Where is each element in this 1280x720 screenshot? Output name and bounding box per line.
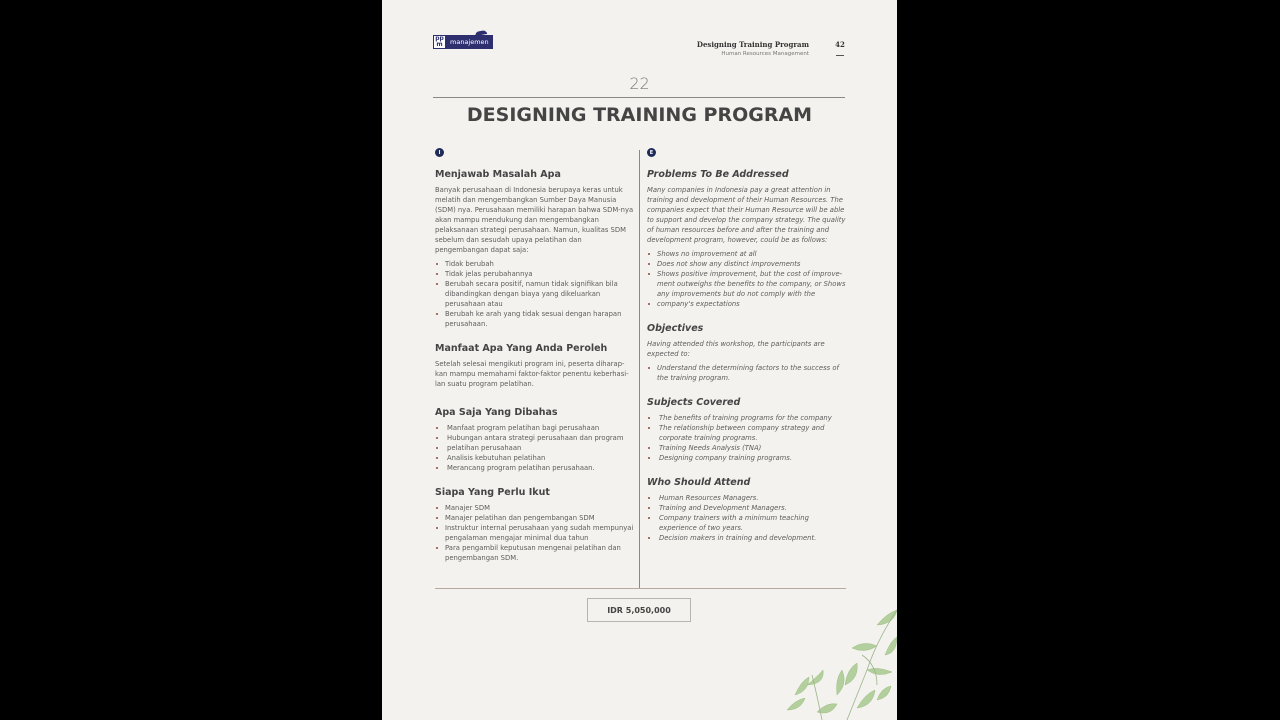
title-divider [433, 97, 845, 98]
section-heading: Objectives [647, 323, 704, 334]
list-item: Berubah secara positif, namun tidak signifikan bila dibandingkan dengan biaya yang dikeluarkan perusahaan atau [435, 279, 635, 309]
section-siapa-ikut [435, 487, 635, 563]
section-manfaat [435, 343, 635, 407]
list-item: Shows positive improvement, but the cost of improve-ment outweighs the benefits to the company, or Shows any improvements but do not comply with the [647, 269, 847, 299]
list-item: Training and Development Managers. [647, 503, 847, 513]
running-header [697, 40, 809, 57]
section-menjawab-masalah [435, 169, 635, 329]
header-doc-title: Designing Training Program [696, 40, 809, 49]
section-paragraph: Many companies in Indonesia pay a great attention in training and development of their Human Resources. The companies expect that their Human Resource will be able to support and develop the company strategy. The quality of human resources before and after the training and development program, however, could be as follows: [647, 186, 846, 244]
list-item: Understand the determining factors to the success of the training program. [647, 363, 847, 383]
section-heading: Manfaat Apa Yang Anda Peroleh [435, 343, 608, 354]
language-badge-indonesian: I [435, 148, 444, 157]
list-item: Berubah ke arah yang tidak sesuai dengan harapan perusahaan. [435, 309, 635, 329]
price-box: IDR 5,050,000 [587, 598, 691, 622]
list-item: Manajer pelatihan dan pengembangan SDM [435, 513, 635, 523]
list-item: Manajer SDM [435, 503, 635, 513]
document-page [382, 0, 897, 720]
list-item: Para pengambil keputusan mengenai pelatihan dan pengembangan SDM. [435, 543, 635, 563]
list-item: Tidak jelas perubahannya [435, 269, 635, 279]
section-heading: Siapa Yang Perlu Ikut [435, 487, 550, 498]
list-item: Merancang program pelatihan perusahaan. [435, 463, 635, 473]
indonesian-column [435, 148, 635, 577]
list-item: company's expectations [647, 299, 847, 309]
page-number-underline [836, 55, 844, 56]
section-heading: Menjawab Masalah Apa [435, 169, 561, 180]
english-column [647, 148, 847, 557]
ppm-logo [433, 35, 493, 49]
page-title: DESIGNING TRAINING PROGRAM [466, 104, 813, 126]
list-item: Tidak berubah [435, 259, 635, 269]
page-number: 42 [835, 40, 845, 49]
list-item: Decision makers in training and development. [647, 533, 847, 543]
list-item: Human Resources Managers. [647, 493, 847, 503]
section-paragraph: Setelah selesai mengikuti program ini, peserta diharap-kan mampu memahami faktor-faktor penentu keberhasi-lan suatu program pelatihan. [435, 360, 629, 388]
logo-pm-mark: pp m [433, 35, 446, 49]
list-item: Does not show any distinct improvements [647, 259, 847, 269]
list-item: Company trainers with a minimum teaching experience of two years. [647, 513, 847, 533]
list-item: Manfaat program pelatihan bagi perusahaan [435, 423, 635, 433]
section-objectives [647, 323, 847, 383]
section-paragraph: Having attended this workshop, the participants are expected to: [647, 340, 825, 358]
bottom-divider [435, 588, 846, 589]
program-number: 22 [629, 74, 650, 93]
section-paragraph: Banyak perusahaan di Indonesia berupaya keras untuk melatih dan mengembangkan Sumber Daya Manusia (SDM) nya. Perusahaan memiliki harapan bahwa SDM-nya akan mampu mendukung dan mengembangkan pelaksanaan strategi perusahaan. Namun, kualitas SDM sebelum dan sesudah upaya pelatihan dan pengembangan dapat saja: [435, 186, 634, 254]
list-item: The benefits of training programs for the company [647, 413, 847, 423]
language-badge-english: E [647, 148, 656, 157]
section-problems [647, 169, 847, 309]
list-item: Training Needs Analysis (TNA) [647, 443, 847, 453]
list-item: Hubungan antara strategi perusahaan dan program [435, 433, 635, 443]
list-item: Shows no improvement at all [647, 249, 847, 259]
section-subjects [647, 397, 847, 463]
list-item: The relationship between company strategy and corporate training programs. [647, 423, 847, 443]
logo-text: manajemen [446, 35, 493, 49]
list-item: pelatihan perusahaan [435, 443, 635, 453]
list-item: Analisis kebutuhan pelatihan [435, 453, 635, 463]
section-who-attend [647, 477, 847, 543]
column-divider [639, 150, 640, 588]
section-heading: Who Should Attend [647, 477, 751, 488]
section-heading: Problems To Be Addressed [647, 169, 789, 180]
list-item: Designing company training programs. [647, 453, 847, 463]
section-apa-dibahas [435, 407, 635, 473]
section-heading: Subjects Covered [647, 397, 741, 408]
header-doc-subtitle: Human Resources Management [721, 51, 809, 57]
leaves-decoration-icon [757, 600, 897, 720]
list-item: Instruktur internal perusahaan yang sudah mempunyai pengalaman mengajar minimal dua tahun [435, 523, 635, 543]
section-heading: Apa Saja Yang Dibahas [435, 407, 558, 418]
